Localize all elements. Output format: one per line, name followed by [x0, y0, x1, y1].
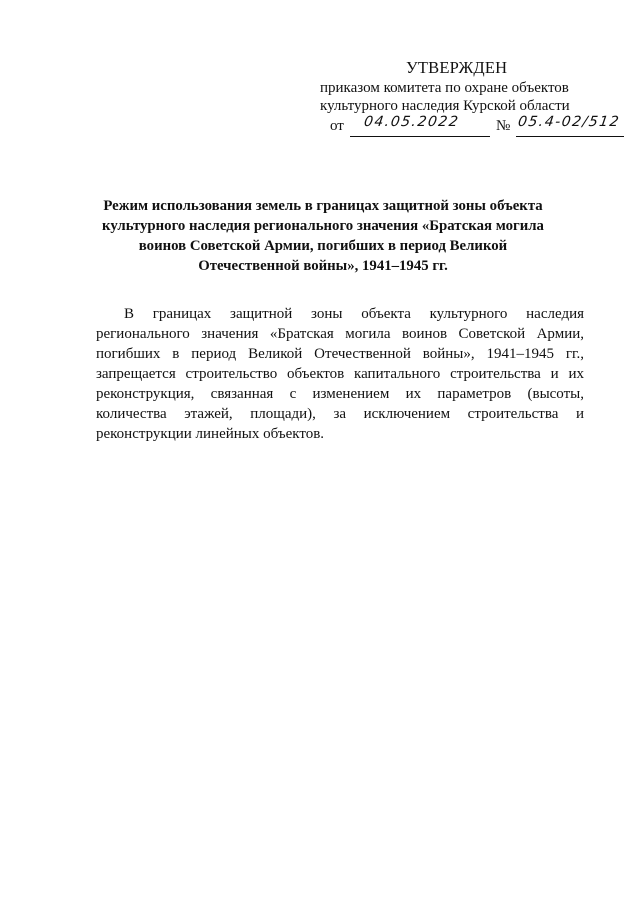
body-line: количества этажей, площади), за исключением строительства и: [96, 406, 584, 422]
document-title-line: Режим использования земель в границах защитной зоны объекта: [103, 198, 543, 214]
document-title-line: воинов Советской Армии, погибших в период Великой: [138, 238, 508, 254]
approval-authority-line-2: культурного наследия Курской области: [320, 98, 570, 114]
document-title: [96, 196, 550, 276]
body-paragraph: [96, 304, 584, 444]
approval-authority-line-1: приказом комитета по охране объектов: [320, 80, 569, 96]
body-line: регионального значения «Братская могила воинов Советской Армии,: [96, 326, 584, 342]
order-number-handwritten: 05.4-02/512: [516, 114, 622, 130]
order-date-handwritten: 04.05.2022: [362, 114, 461, 130]
approval-title: УТВЕРЖДЕН: [406, 58, 508, 77]
date-prefix: от: [330, 118, 344, 134]
body-line: погибших в период Великой Отечественной войны», 1941–1945 гг.,: [96, 346, 584, 362]
approval-order-line: [330, 114, 626, 140]
order-date-field: [350, 114, 490, 137]
document-title-line: Отечественной войны», 1941–1945 гг.: [198, 258, 448, 274]
body-line: реконструкции линейных объектов.: [96, 426, 325, 442]
body-line: В границах защитной зоны объекта культурного наследия: [124, 306, 584, 322]
body-line: запрещается строительство объектов капитального строительства и их: [96, 366, 584, 382]
body-line: реконструкция, связанная с изменением их параметров (высоты,: [96, 386, 584, 402]
document-title-line: культурного наследия регионального значения «Братская могила: [102, 218, 544, 234]
order-number-field: [516, 114, 624, 137]
order-number-label: №: [496, 118, 511, 134]
